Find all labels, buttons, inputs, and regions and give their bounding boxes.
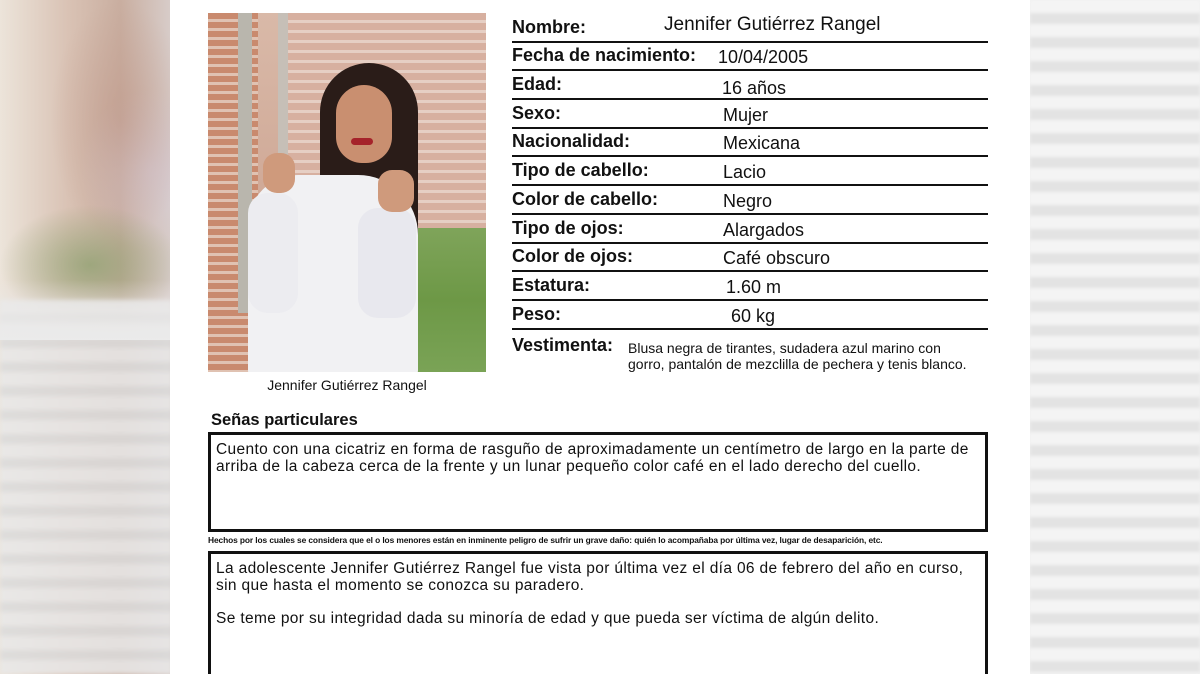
info-label: Tipo de ojos:	[512, 217, 624, 238]
senas-particulares-text: Cuento con una cicatriz en forma de rasguño de aproximadamente un centímetro de largo en la parte de arriba de la cabeza cerca de la frente y un lunar pequeño color café en el lado derecho del cuello.	[216, 441, 969, 475]
info-value: 10/04/2005	[718, 47, 809, 68]
senas-particulares-heading: Señas particulares	[211, 411, 358, 429]
photo-caption: Jennifer Gutiérrez Rangel	[267, 377, 427, 393]
hechos-paragraph: La adolescente Jennifer Gutiérrez Rangel fue vista por última vez el día 06 de febrero del año en curso, sin que hasta el momento se conozca su paradero.	[216, 560, 964, 594]
info-row-vestimenta	[512, 335, 988, 395]
info-value: 16 años	[722, 78, 787, 99]
info-row-sexo	[512, 100, 988, 129]
blurred-background-left-lower	[0, 300, 172, 674]
info-label: Vestimenta:	[512, 334, 614, 355]
personal-info-table	[512, 14, 988, 395]
info-row-estatura	[512, 272, 988, 301]
info-label: Fecha de nacimiento:	[512, 45, 697, 66]
info-label: Edad:	[512, 74, 563, 95]
senas-particulares-box	[208, 432, 988, 532]
info-row-tipo-cabello	[512, 157, 988, 186]
alert-document	[170, 0, 1030, 674]
blurred-background-right	[1030, 0, 1200, 674]
info-label: Color de cabello:	[512, 188, 659, 209]
hechos-box	[208, 551, 988, 674]
info-value: Lacio	[723, 162, 767, 183]
info-value: 60 kg	[731, 305, 776, 326]
info-value: Mujer	[723, 104, 769, 125]
info-row-nacionalidad	[512, 129, 988, 158]
info-row-fecha-nacimiento	[512, 43, 988, 72]
missing-person-photo	[208, 13, 486, 372]
info-row-color-ojos	[512, 244, 988, 273]
info-value: Alargados	[723, 219, 805, 240]
info-label: Color de ojos:	[512, 246, 633, 267]
info-value: Jennifer Gutiérrez Rangel	[664, 13, 881, 35]
blurred-background-left-fade	[0, 280, 172, 340]
info-row-tipo-ojos	[512, 215, 988, 244]
photo-sleeve	[248, 193, 298, 313]
info-value: Mexicana	[723, 133, 801, 154]
info-label: Peso:	[512, 303, 562, 324]
info-value: 1.60 m	[726, 276, 782, 297]
info-row-edad	[512, 71, 988, 100]
info-label: Sexo:	[512, 102, 562, 123]
photo-hand	[378, 170, 414, 212]
info-row-color-cabello	[512, 186, 988, 215]
info-value: Negro	[723, 190, 773, 211]
info-label: Tipo de cabello:	[512, 160, 649, 181]
info-label: Nacionalidad:	[512, 131, 631, 152]
info-value: Café obscuro	[723, 248, 831, 269]
photo-sleeve	[358, 208, 416, 318]
photo-hand	[263, 153, 295, 193]
hechos-paragraph: Se teme por su integridad dada su minoría de edad y que pueda ser víctima de algún delito.	[216, 610, 880, 627]
photo-face	[336, 85, 392, 163]
hechos-label: Hechos por los cuales se considera que el o los menores están en inminente peligro de sufrir un grave daño: quién lo acompañaba por última vez, lugar de desaparición, etc.	[208, 535, 883, 545]
info-label: Estatura:	[512, 274, 591, 295]
photo-lips	[351, 138, 373, 145]
info-value: Blusa negra de tirantes, sudadera azul marino con gorro, pantalón de mezclilla de pechera y tenis blanco.	[628, 339, 967, 372]
info-row-peso	[512, 301, 988, 330]
info-label: Nombre:	[512, 16, 587, 37]
info-row-nombre	[512, 14, 988, 43]
